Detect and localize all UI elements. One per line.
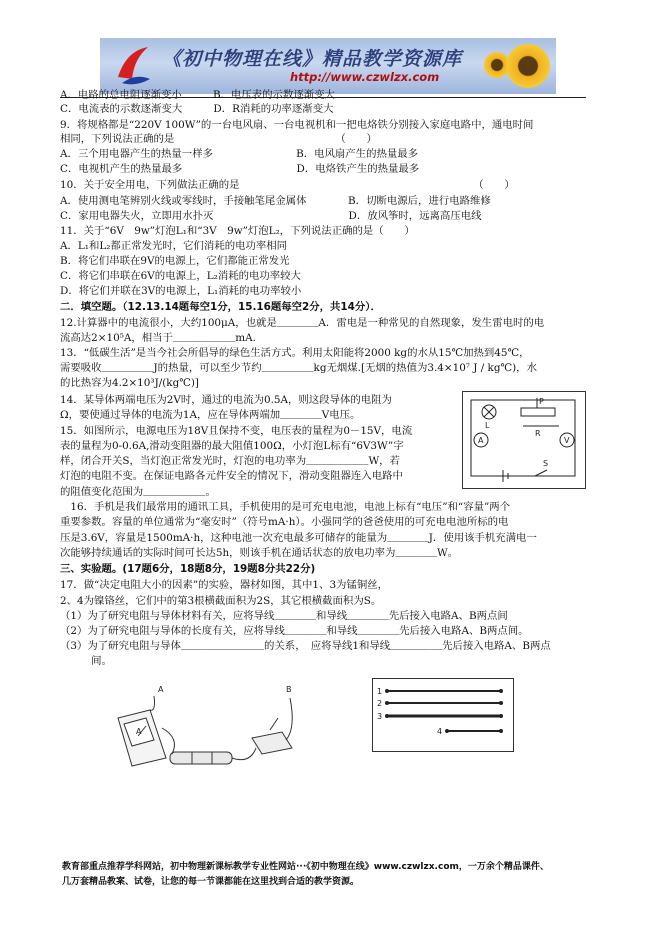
section-2-title: 二．填空题。（12.13.14题每空1分，15.16题每空2分，共14分）． <box>60 301 381 313</box>
q16-line-4: 次能够持续通话的实际时间可长达5h，则该手机在通话状态的放电功率为＿＿＿＿W。 <box>60 547 459 559</box>
q15-line-5: 的阻值变化范围为＿＿＿＿＿＿。 <box>60 486 216 498</box>
circuit-label-v: V <box>564 436 570 445</box>
q14-line-2: Ω，要使通过导体的电流为1A，应在导体两端加＿＿＿＿V电压。 <box>60 409 361 421</box>
q11-option-d: D．将它们并联在3V的电源上，L₁消耗的电功率较小 <box>60 285 302 297</box>
q13-line-3: 的比热容为4.2×10³J/(kg℃)] <box>60 377 199 389</box>
circuit-label-a: A <box>478 436 484 445</box>
q15-line-1: 15．如图所示，电源电压为18V且保持不变，电压表的量程为0－15V，电流 <box>60 425 413 437</box>
q13-line-2: 需要吸收＿＿＿＿＿J的热量，可以至少节约＿＿＿＿＿kg无烟煤.[无烟的热值为3.4×10⁷ J / kg℃)，水 <box>60 362 537 374</box>
q16-line-2: 重要参数。容量的单位通常为“毫安时”（符号mA·h）。小强同学的爸爸使用的可充电电池所标的电 <box>60 516 509 528</box>
footer-line-1: 教育部重点推荐学科网站，初中物理新课标教学专业性网站···《初中物理在线》www.czwlzx.com，一万余个精品课件、 <box>62 862 549 872</box>
q17-part-3-cont: 间。 <box>60 655 112 667</box>
header-title: 《初中物理在线》精品教学资源库 <box>162 48 463 70</box>
q17-part-1: （1）为了研究电阻与导体材料有关，应将导线＿＿＿＿和导线＿＿＿＿先后接入电路A、B两点间 <box>60 610 508 622</box>
q17-part-3: （3）为了研究电阻与导体＿＿＿＿＿＿＿＿的关系， 应将导线1和导线＿＿＿＿＿先后接入电路A、B两点 <box>60 640 551 652</box>
circuit-diagram <box>462 391 586 489</box>
circuit-label-l: L <box>485 421 490 430</box>
q8-option-ab: A．电路的总电阻逐渐变小 B．电压表的示数逐渐变大 <box>60 89 335 101</box>
q11-option-c: C．将它们串联在6V的电源上，L₂消耗的电功率较大 <box>60 270 301 282</box>
meter-label-a: A <box>136 727 142 736</box>
apparatus-label-b: B <box>286 685 292 694</box>
q10-option-cd: C．家用电器失火，立即用水扑灭 D．放风筝时，远离高压电线 <box>60 210 482 222</box>
q9-stem: 9．将规格都是“220V 100W”的一台电风扇、一台电视机和一把电烙铁分别接入家庭电路中，通电时间 <box>60 119 534 131</box>
footer-line-2: 几万套精品教案、试卷，让您的每一节课都能在这里找到合适的教学资源。 <box>62 877 360 887</box>
q17-line-1: 17．做“决定电阻大小的因素”的实验，器材如图，其中1、3为锰铜丝， <box>60 579 389 591</box>
q16-line-1: 16．手机是我们最常用的通讯工具，手机使用的是可充电电池，电池上标有“电压”和“容量”两个 <box>60 501 511 513</box>
header-banner <box>100 38 556 94</box>
logo-icon <box>114 43 154 89</box>
header-url[interactable]: http://www.czwlzx.com <box>290 70 440 84</box>
q17-part-2: （2）为了研究电阻与导体的长度有关，应将导线＿＿＿＿和导线＿＿＿＿先后接入电路A、B两点间。 <box>60 625 529 637</box>
q9-stem-2: 相同，下列说法正确的是 （ ） <box>60 133 377 145</box>
circuit-label-s: S <box>543 459 549 468</box>
q9-option-cd: C．电视机产生的热量最多 D．电烙铁产生的热量最多 <box>60 163 420 175</box>
q11-option-b: B．将它们串联在9V的电源上，它们都能正常发光 <box>60 255 290 267</box>
q17-line-2: 2、4为镍铬丝，它们中的第3根横截面积为2S，其它根横截面积为S。 <box>60 595 382 607</box>
q14-line-1: 14．某导体两端电压为2V时，通过的电流为0.5A，则这段导体的电阻为 <box>60 394 392 406</box>
wire-label-2: 2 <box>377 699 383 708</box>
apparatus-figure <box>110 678 320 774</box>
q9-option-ab: A．三个用电器产生的热量一样多 B．电风扇产生的热量最多 <box>60 148 419 160</box>
q10-stem: 10．关于安全用电，下列做法正确的是 （ ） <box>60 179 515 191</box>
q13-line-1: 13．“低碳生活”是当今社会所倡导的绿色生活方式。利用太阳能将2000 kg的水从15℃加热到45℃， <box>60 347 530 359</box>
wires-diagram <box>372 678 514 752</box>
wire-label-1: 1 <box>377 687 383 696</box>
q10-option-ab: A．使用测电笔辨别火线或零线时，手接触笔尾金属体 B．切断电源后，进行电路维修 <box>60 195 491 207</box>
sunflower-icon <box>506 44 550 88</box>
q15-line-4: 灯泡的电阻不变。在保证电路各元件安全的情况下，滑动变阻器连入电路中 <box>60 470 403 482</box>
apparatus-label-a: A <box>158 685 164 694</box>
section-3-title: 三、实验题。(17题6分，18题8分，19题8分共22分) <box>60 563 316 575</box>
q16-line-3: 压是3.6V，容量是1500mA·h，这种电池一次充电最多可储存的能量为＿＿＿＿J．使用该手机充满电一 <box>60 532 537 544</box>
q11-stem: 11．关于“6V 9w”灯泡L₁和“3V 9w”灯泡L₂，下列说法正确的是（ ） <box>60 225 415 237</box>
q8-option-cd: C．电流表的示数逐渐变大 D．R消耗的功率逐渐变大 <box>60 103 334 115</box>
circuit-label-p: P <box>539 397 544 406</box>
wire-label-4: 4 <box>437 727 443 736</box>
circuit-label-r: R <box>535 429 541 438</box>
q12-line-1: 12.计算器中的电流很小，大约100μA，也就是＿＿＿＿A．雷电是一种常见的自然现象，发生雷电时的电 <box>60 317 545 329</box>
q12-line-2: 流高达2×10⁵A，相当于＿＿＿＿＿＿mA. <box>60 332 256 344</box>
q15-line-2: 表的量程为0-0.6A,滑动变阻器的最大阻值100Ω，小灯泡L标有“6V3W”字 <box>60 440 404 452</box>
q11-option-a: A．L₁和L₂都正常发光时，它们消耗的电功率相同 <box>60 240 288 252</box>
wire-label-3: 3 <box>377 712 383 721</box>
q15-line-3: 样，闭合开关S，当灯泡正常发光时，灯泡的电功率为＿＿＿＿＿＿W，若 <box>60 455 400 467</box>
